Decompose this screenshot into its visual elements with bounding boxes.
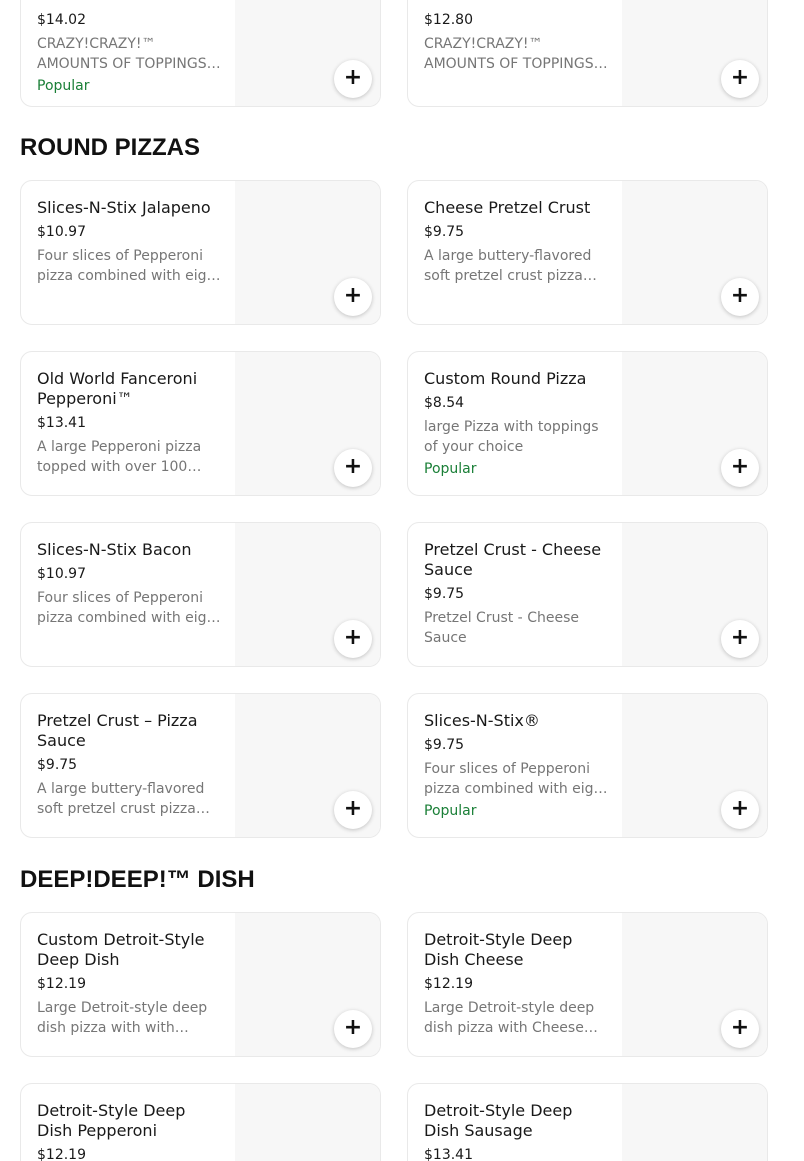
item-image: [235, 1084, 380, 1161]
item-description: Large Detroit-style deep dish pizza with Cheese…: [424, 1000, 598, 1036]
item-name: Slices-N-Stix Jalapeno: [37, 198, 211, 217]
item-price: $12.19: [37, 976, 86, 992]
add-item-button[interactable]: [334, 278, 372, 316]
plus-icon: +: [343, 65, 363, 90]
section-title-deep-dish: DEEP!DEEP!™ DISH: [20, 866, 255, 893]
item-price: $13.41: [37, 415, 86, 431]
add-item-button[interactable]: [721, 449, 759, 487]
item-price: $9.75: [424, 224, 465, 240]
menu-item-card[interactable]: [407, 351, 768, 496]
add-item-button[interactable]: [721, 60, 759, 98]
plus-icon: +: [343, 283, 363, 308]
add-item-button[interactable]: [721, 1010, 759, 1048]
item-name: Custom Round Pizza: [424, 369, 587, 388]
menu-item-card[interactable]: [407, 1083, 768, 1161]
item-description: A large Pepperoni pizza topped with over 100…: [37, 439, 202, 475]
item-price: $10.97: [37, 224, 86, 240]
section-title-round-pizzas: ROUND PIZZAS: [20, 134, 200, 161]
item-description: Large Detroit-style deep dish pizza with with…: [37, 1000, 208, 1036]
plus-icon: +: [730, 796, 750, 821]
item-price: $8.54: [424, 395, 465, 411]
item-name: Detroit-Style Deep Dish Sausage: [424, 1101, 573, 1140]
plus-icon: +: [730, 625, 750, 650]
menu-item-card[interactable]: [20, 912, 381, 1057]
item-name: Pretzel Crust - Cheese Sauce: [424, 540, 602, 579]
menu-item-card[interactable]: [407, 180, 768, 325]
menu-item-card[interactable]: [20, 0, 381, 107]
menu-item-card[interactable]: [20, 693, 381, 838]
item-image: [622, 1084, 767, 1161]
add-item-button[interactable]: [334, 60, 372, 98]
plus-icon: +: [730, 454, 750, 479]
item-price: $9.75: [424, 586, 465, 602]
add-item-button[interactable]: [721, 278, 759, 316]
item-price: $10.97: [37, 566, 86, 582]
item-description: CRAZY!CRAZY!™ AMOUNTS OF TOPPINGS…: [424, 36, 608, 72]
item-name: Cheese Pretzel Crust: [424, 198, 591, 217]
item-name: Custom Detroit-Style Deep Dish: [37, 930, 205, 969]
plus-icon: +: [343, 796, 363, 821]
item-description: A large buttery-flavored soft pretzel crust pizza…: [37, 781, 210, 817]
menu-item-card[interactable]: [20, 180, 381, 325]
popular-badge: Popular: [37, 78, 90, 94]
add-item-button[interactable]: [334, 449, 372, 487]
item-name: Old World Fanceroni Pepperoni™: [37, 369, 198, 408]
plus-icon: +: [730, 1015, 750, 1040]
item-price: $12.19: [37, 1147, 86, 1161]
item-price: $9.75: [37, 757, 78, 773]
item-name: Detroit-Style Deep Dish Cheese: [424, 930, 573, 969]
menu-item-card[interactable]: [407, 0, 768, 107]
add-item-button[interactable]: [721, 791, 759, 829]
plus-icon: +: [343, 625, 363, 650]
menu-item-card[interactable]: [20, 1083, 381, 1161]
item-description: Four slices of Pepperoni pizza combined with eig…: [37, 590, 221, 626]
item-name: Slices-N-Stix®: [424, 711, 540, 730]
plus-icon: +: [343, 454, 363, 479]
item-description: Four slices of Pepperoni pizza combined with eig…: [37, 248, 221, 284]
item-description: Pretzel Crust - Cheese Sauce: [424, 610, 579, 646]
item-description: Four slices of Pepperoni pizza combined with eig…: [424, 761, 608, 797]
item-price: $9.75: [424, 737, 465, 753]
add-item-button[interactable]: [334, 620, 372, 658]
menu-item-card[interactable]: [20, 522, 381, 667]
item-name: Detroit-Style Deep Dish Pepperoni: [37, 1101, 186, 1140]
item-price: $13.41: [424, 1147, 473, 1161]
item-price: $14.02: [37, 12, 86, 28]
add-item-button[interactable]: [721, 620, 759, 658]
plus-icon: +: [730, 283, 750, 308]
popular-badge: Popular: [424, 803, 477, 819]
item-description: CRAZY!CRAZY!™ AMOUNTS OF TOPPINGS…: [37, 36, 221, 72]
item-price: $12.80: [424, 12, 473, 28]
add-item-button[interactable]: [334, 1010, 372, 1048]
plus-icon: +: [343, 1015, 363, 1040]
item-description: A large buttery-flavored soft pretzel crust pizza…: [424, 248, 597, 284]
plus-icon: +: [730, 65, 750, 90]
menu-item-card[interactable]: [407, 522, 768, 667]
menu-item-card[interactable]: [20, 351, 381, 496]
item-name: Pretzel Crust – Pizza Sauce: [37, 711, 198, 750]
item-description: large Pizza with toppings of your choice: [424, 419, 599, 455]
add-item-button[interactable]: [334, 791, 372, 829]
item-price: $12.19: [424, 976, 473, 992]
item-name: Slices-N-Stix Bacon: [37, 540, 192, 559]
menu-item-card[interactable]: [407, 693, 768, 838]
menu-item-card[interactable]: [407, 912, 768, 1057]
popular-badge: Popular: [424, 461, 477, 477]
